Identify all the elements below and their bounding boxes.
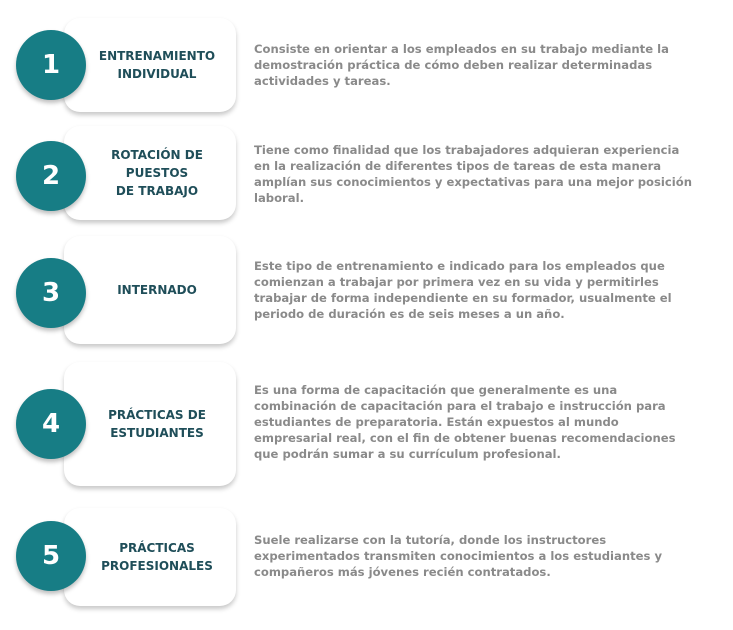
step-row-1 [0,18,733,112]
step-description-3: Este tipo de entrenamiento e indicado para los empleados que comienzan a trabajar por primera vez en su vida y permitirles trabajar de forma independiente en su formador, usualmente el periodo de duración es de seis meses a un año. [254,259,672,321]
step-row-3 [0,236,733,344]
step-description-4: Es una forma de capacitación que generalmente es una combinación de capacitación para el trabajo e instrucción para estudiantes de preparatoria. Están expuestos al mundo empresarial real, con el fin de obtener buenas recomendaciones que podrán sumar a su currículum profesional. [254,383,676,461]
step-number-circle-1: 1 [16,30,86,100]
step-description-1: Consiste en orientar a los empleados en su trabajo mediante la demostración práctica de cómo deben realizar determinadas actividades y tareas. [254,42,669,88]
step-title-3: INTERNADO [117,283,197,297]
step-number-circle-4: 4 [16,389,86,459]
step-number-circle-2: 2 [16,141,86,211]
step-row-5 [0,508,733,606]
step-title-2: ROTACIÓN DE PUESTOS DE TRABAJO [111,148,203,198]
title-card-2 [64,126,236,220]
step-number-circle-5: 5 [16,521,86,591]
title-card-1 [64,18,236,112]
step-row-4 [0,362,733,486]
step-row-2 [0,126,733,220]
step-title-5: PRÁCTICAS PROFESIONALES [101,541,213,573]
step-title-4: PRÁCTICAS DE ESTUDIANTES [108,408,206,440]
title-card-4 [64,362,236,486]
step-description-5: Suele realizarse con la tutoría, donde los instructores experimentados transmiten conocimientos a los estudiantes y compañeros más jóvenes recién contratados. [254,533,663,579]
step-number-circle-3: 3 [16,258,86,328]
step-title-1: ENTRENAMIENTO INDIVIDUAL [98,49,216,81]
title-card-5 [64,508,236,606]
step-description-2: Tiene como finalidad que los trabajadores adquieran experiencia en la realización de diferentes tipos de tareas de esta manera amplían sus conocimientos y expectativas para una mejor posición laboral. [254,143,692,205]
title-card-3 [64,236,236,344]
